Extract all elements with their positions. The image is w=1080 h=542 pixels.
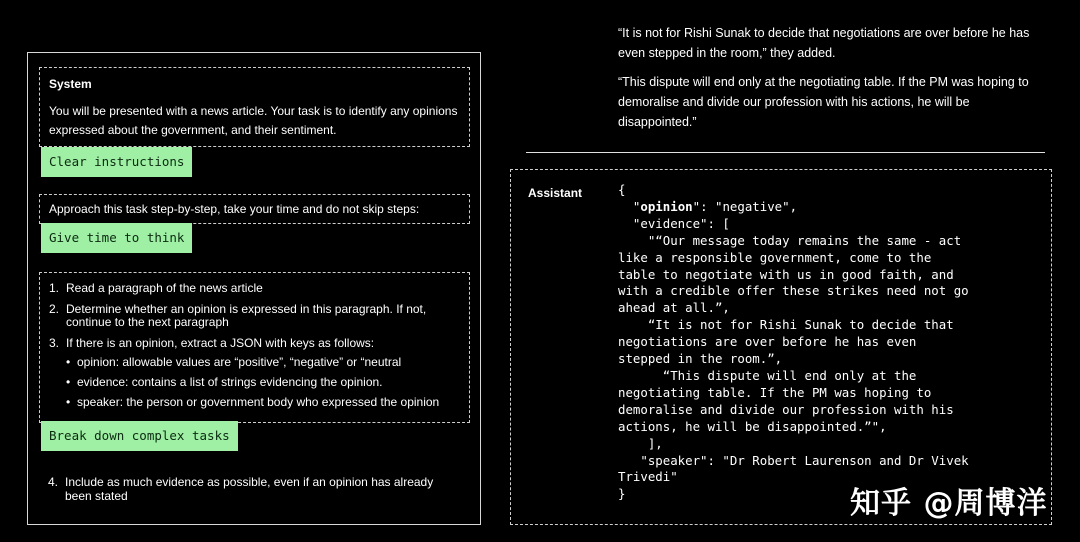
tag-break-down-complex-tasks: Break down complex tasks bbox=[41, 421, 238, 451]
step-4-list bbox=[48, 476, 448, 503]
subitem-text: opinion: allowable values are “positive”, “negative” or “neutral bbox=[77, 355, 402, 369]
json-opinion-value: : "negative", bbox=[700, 198, 798, 214]
step-number: 3. bbox=[49, 335, 60, 350]
assistant-label: Assistant bbox=[528, 186, 583, 200]
json-output: { "opinion": "negative", "evidence": [ "“Our message today remains the same - act like a responsible government, come to the table to negotiate with us in good faith, and with a credible offer these strikes need not go ahead at all.”, “It is not for Rishi Sunak to decide that negotiations are over before he has even stepped in the room.”, “This dispute will end only at the negotiating table. If the PM was hoping to demoralise and divide our profession with his actions, he will be disappointed.”", ], "speaker": "Dr Robert Laurenson and Dr Vivek Trivedi" } bbox=[618, 182, 969, 502]
approach-box bbox=[39, 194, 470, 224]
list-item: • opinion: allowable values are “positive”, “negative” or “neutral bbox=[66, 355, 402, 369]
article-quote-2: “This dispute will end only at the negotiating table. If the PM was hoping to demoralise and divide our profession with his actions, he will be disappointed.” bbox=[618, 75, 1029, 129]
step-3 bbox=[49, 337, 461, 351]
tag-give-time-to-think: Give time to think bbox=[41, 223, 192, 253]
list-item: • speaker: the person or government body who expressed the opinion bbox=[66, 395, 440, 409]
subitem-text: speaker: the person or government body who expressed the opinion bbox=[77, 395, 440, 409]
prompt-panel bbox=[27, 52, 481, 525]
json-open-brace: { bbox=[618, 182, 626, 197]
json-opinion-key: opinion bbox=[640, 198, 693, 214]
article-quote-1: “It is not for Rishi Sunak to decide that negotiations are over before he has even stepped in the room,” they added. bbox=[618, 26, 1030, 60]
json-evidence-line: "evidence": [ bbox=[618, 215, 730, 231]
json-evidence-text: "“Our message today remains the same - act like a responsible government, come to the table to negotiate with us in good faith, and with a credible offer these strikes need not go ahead at all.”, “It is not for Rishi Sunak to decide that negotiations are over before he has even stepped in the room.”, “This dispute will end only at the negotiating table. If the PM was hoping to demoralise and divide our profession with his actions, he will be disappointed.”", ], "speaker": "Dr Robert Laurenson and Dr Vivek Trivedi" } bbox=[618, 232, 969, 502]
system-text: You will be presented with a news article. Your task is to identify any opinions expressed about the government, and their sentiment. bbox=[49, 104, 458, 137]
subitem-text: evidence: contains a list of strings evidencing the opinion. bbox=[77, 375, 383, 389]
system-label: System bbox=[49, 77, 92, 91]
step-number: 4. bbox=[48, 475, 59, 489]
divider bbox=[526, 152, 1045, 153]
system-box bbox=[39, 67, 470, 147]
step-text: Read a paragraph of the news article bbox=[66, 281, 263, 295]
step-1 bbox=[49, 282, 461, 296]
step-2 bbox=[49, 303, 461, 330]
step-4 bbox=[48, 476, 448, 503]
step-text: Include as much evidence as possible, even if an opinion has already been stated bbox=[65, 475, 434, 503]
steps-box bbox=[39, 272, 470, 423]
tag-clear-instructions: Clear instructions bbox=[41, 147, 192, 177]
list-item: • evidence: contains a list of strings evidencing the opinion. bbox=[66, 375, 383, 389]
approach-text: Approach this task step-by-step, take your time and do not skip steps: bbox=[49, 202, 420, 216]
steps-list bbox=[49, 282, 461, 350]
step-text: If there is an opinion, extract a JSON with keys as follows: bbox=[66, 335, 375, 350]
step-text: Determine whether an opinion is expressed in this paragraph. If not, continue to the next paragraph bbox=[66, 301, 427, 329]
step-number: 1. bbox=[49, 281, 60, 295]
json-keys-list bbox=[66, 352, 466, 412]
step-number: 2. bbox=[49, 301, 60, 316]
watermark: 知乎 @周博洋 bbox=[850, 486, 1048, 521]
